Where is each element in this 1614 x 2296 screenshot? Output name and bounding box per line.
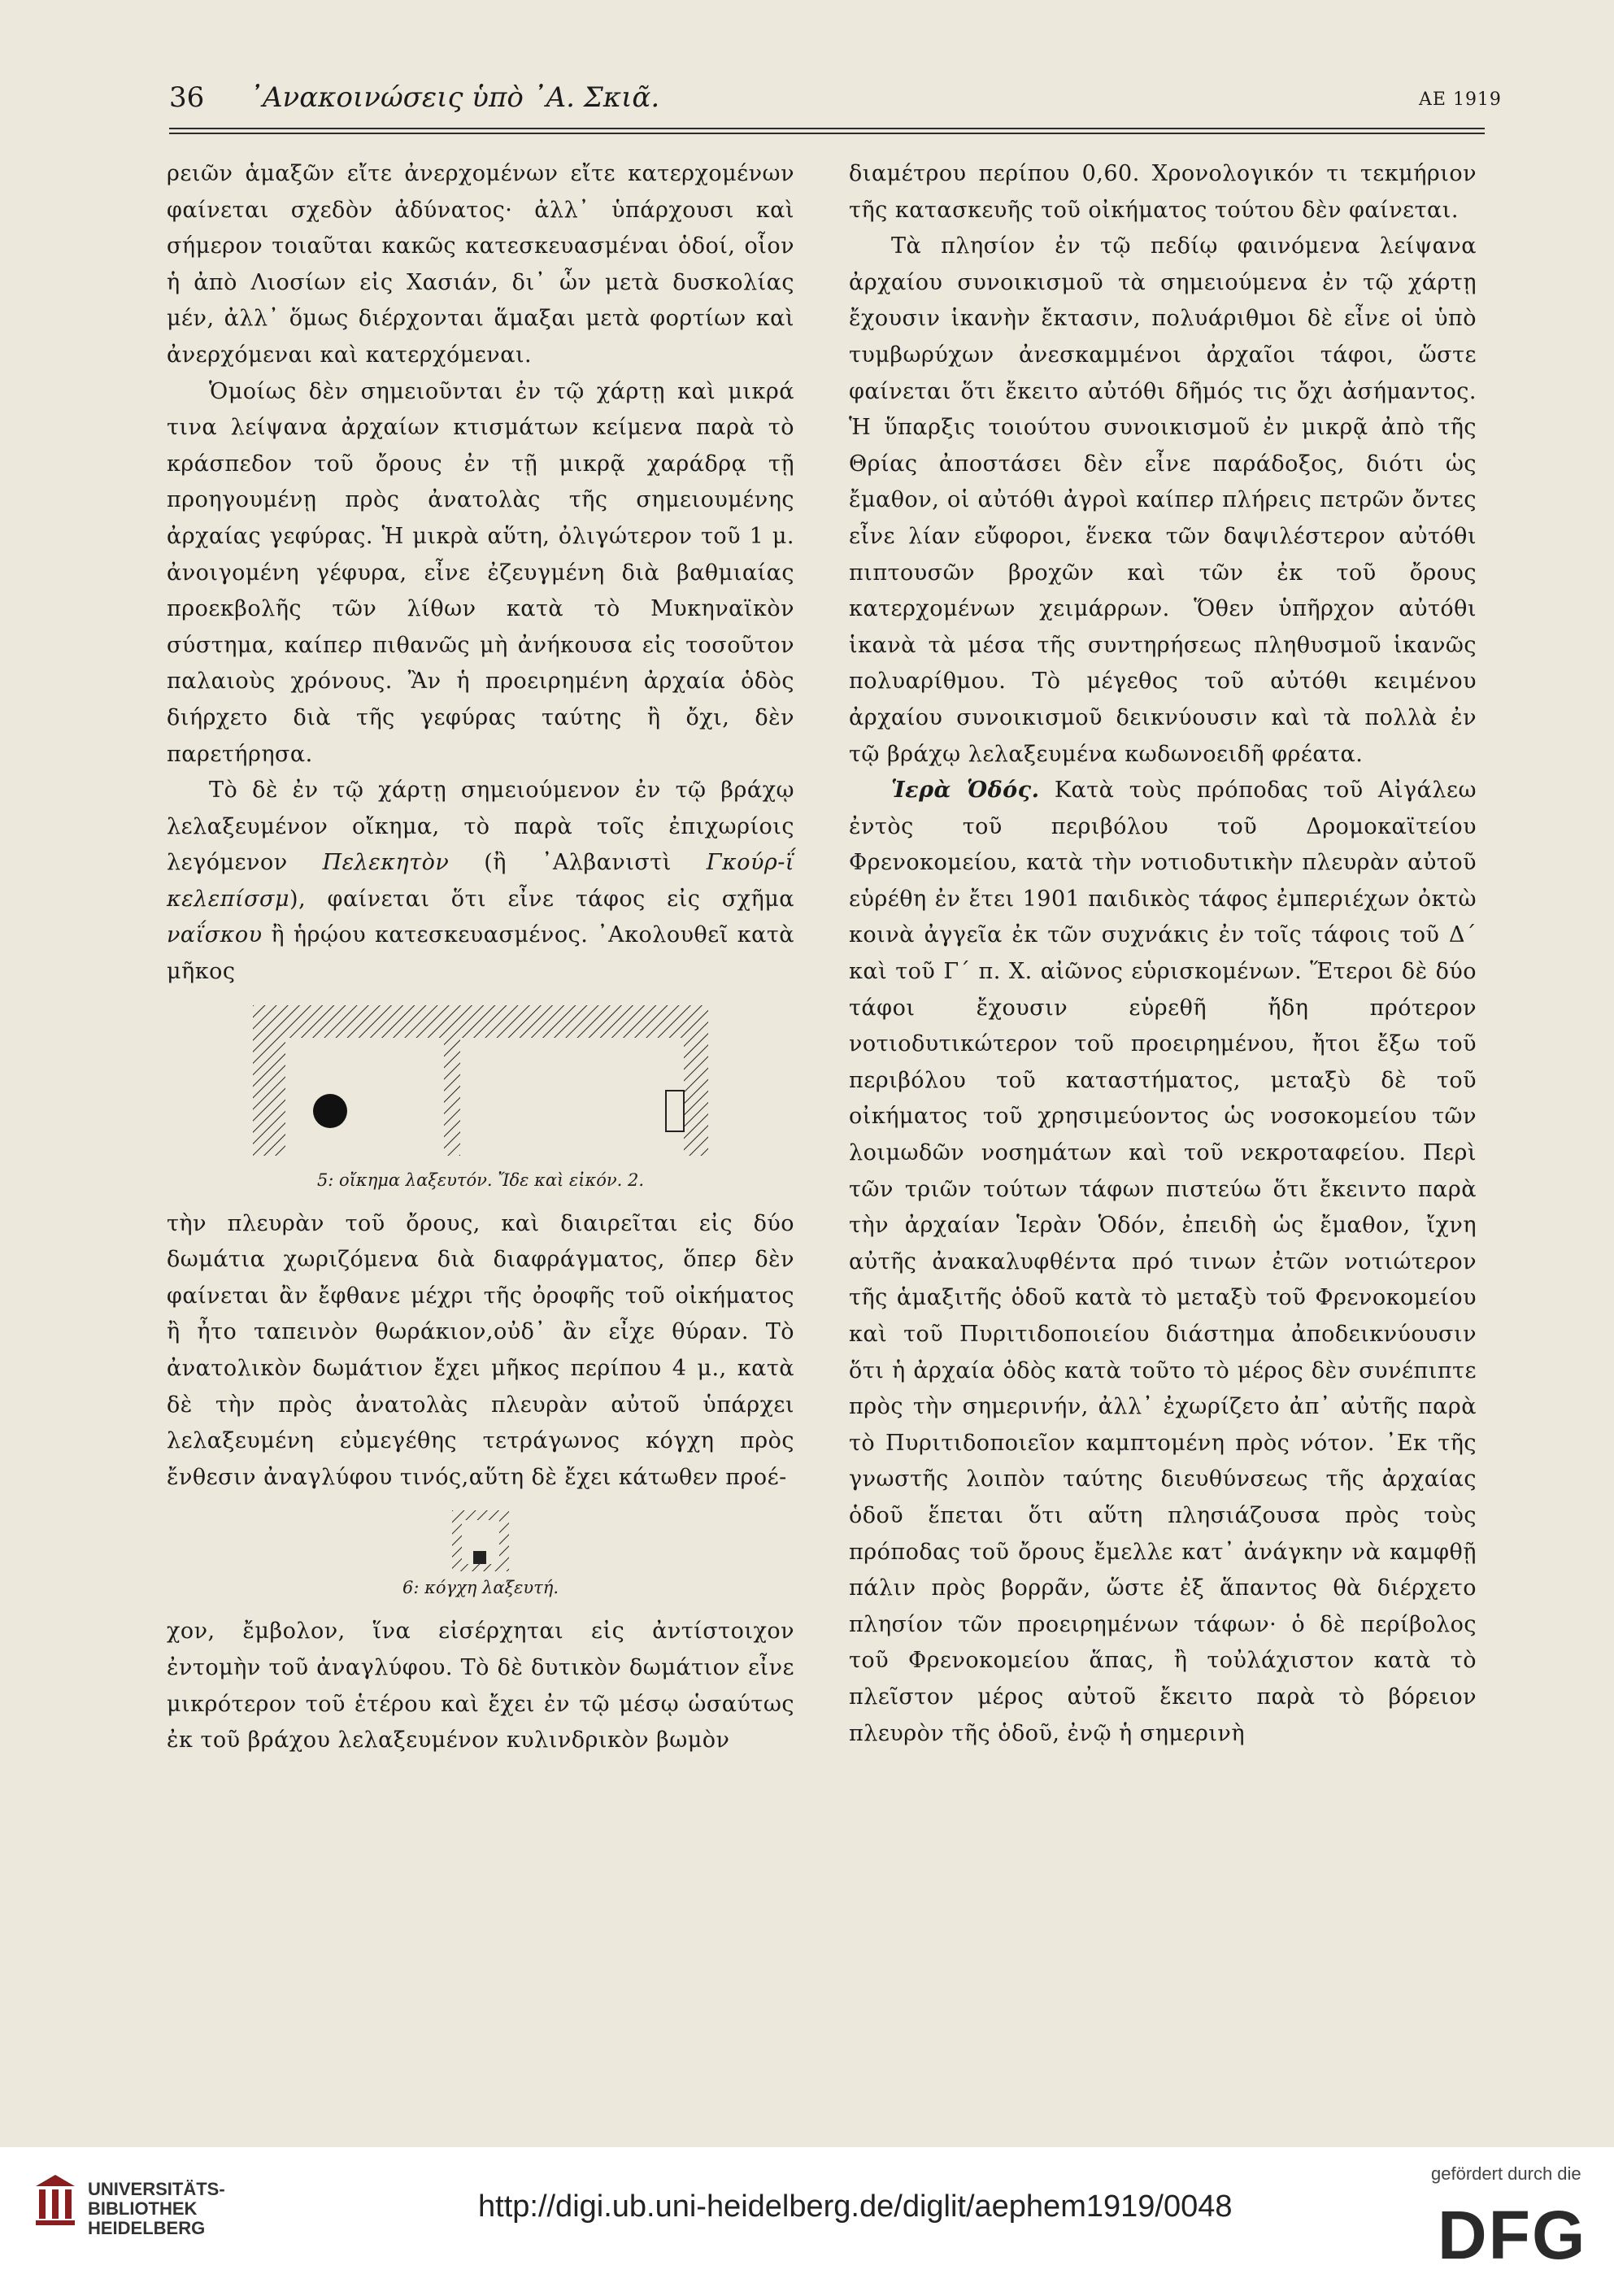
text-run: ἢ ἡρῴου κατεσκευασμένος. ᾿Ακολουθεῖ κατὰ μῆκος <box>167 922 794 985</box>
journal-label: ΑΕ 1919 <box>1419 89 1502 110</box>
paragraph: Τὰ πλησίον ἐν τῷ πεδίῳ φαινόμενα λείψανα ἀρχαίου συνοικισμοῦ τὰ σημειούμενα ἐν τῷ χάρτῃ ἔχουσιν ἱκανὴν ἔκτασιν, πολυάριθμοι δὲ εἶνε οἱ ὑπὸ τυμβωρύχων ἀνεσκαμμένοι ἀρχαῖοι τάφοι, ὥστε φαίνεται ὅτι ἔκειτο αὐτόθι δῆμός τις ὄχι ἀσήμαντος. Ἡ ὕπαρξις τοιούτου συνοικισμοῦ ἐν μικρᾷ ἀπὸ τῆς Θρίας ἀποστάσει δὲν εἶνε παράδοξος, διότι ὡς ἔμαθον, οἱ αὐτόθι ἀγροὶ καίπερ πλήρεις πετρῶν ὄντες εἶνε λίαν εὔφοροι, ἕνεκα τῶν δαψιλέστερον αὐτόθι πιπτουσῶν βροχῶν καὶ τῶν ἐκ τοῦ ὄρους κατερχομένων χειμάρρων. Ὅθεν ὑπῆρχον αὐτόθι ἱκανὰ τὰ μέσα τῆς συντηρήσεως πληθυσμοῦ ἱκανῶς πολυαρίθμου. Τὸ μέγεθος τοῦ αὐτόθι κειμένου ἀρχαίου συνοικισμοῦ δεικνύουσιν καὶ τὰ πολλὰ ἐν τῷ βράχῳ λελαξευμένα κωδωνοειδῆ φρέατα. <box>849 233 1477 767</box>
figure-6 <box>167 1510 794 1597</box>
header-rule <box>169 133 1485 134</box>
text-run: Τὸ δὲ ἐν τῷ χάρτῃ σημειούμενον ἐν τῷ βράχῳ λελαξευμένον οἴκημα, τὸ παρὰ τοῖς ἐπιχωρίοις λεγόμενον <box>167 778 794 876</box>
figure-5 <box>167 1005 794 1190</box>
paragraph: χον, ἔμβολον, ἵνα εἰσέρχηται εἰς ἀντίστοιχον ἐντομὴν τοῦ ἀναγλύφου. Τὸ δὲ δυτικὸν δωμάτιον εἶνε μικρότερον τοῦ ἑτέρου καὶ ἔχει ἐν τῷ μέσῳ ὡσαύτως ἐκ τοῦ βράχου λελαξευμένον κυλινδρικὸν βωμὸν <box>167 1619 794 1754</box>
library-name: UNIVERSITÄTS- BIBLIOTHEK HEIDELBERG <box>88 2179 225 2238</box>
right-column <box>849 156 1477 1752</box>
place-name-albanian: Γκούρ-ΐ κελεπίσσμ <box>167 850 794 912</box>
niche-drawing <box>452 1510 509 1571</box>
niche-mark <box>666 1091 684 1131</box>
text-run: ), φαίνεται ὅτι εἶνε τάφος εἰς σχῆμα <box>289 886 794 912</box>
term: ναΐσκου <box>167 922 263 948</box>
paragraph <box>849 773 1477 1752</box>
place-name: Πελεκητὸν <box>322 850 450 876</box>
text-run: (ἢ ᾿Αλβανιστὶ <box>484 850 672 876</box>
west-room <box>285 1038 444 1164</box>
left-column <box>167 156 794 1759</box>
page-number: 36 <box>169 81 205 114</box>
university-library-logo-icon <box>33 2172 78 2228</box>
figure-caption: 6: κόγχη λαξευτή. <box>402 1578 559 1598</box>
dfg-logo: DFG <box>1438 2197 1587 2273</box>
figure-caption: 5: οἴκημα λαξευτόν. Ἴδε καὶ εἰκόν. 2. <box>316 1170 645 1190</box>
paragraph: Ὁμοίως δὲν σημειοῦνται ἐν τῷ χάρτῃ καὶ μικρά τινα λείψανα ἀρχαίων κτισμάτων κείμενα παρὰ τὸ κράσπεδον τοῦ ὄρους ἐν τῇ μικρᾷ χαράδρᾳ τῇ προηγουμένῃ πρὸς ἀνατολὰς τῆς σημειουμένης ἀρχαίας γεφύρας. Ἡ μικρὰ αὕτη, ὀλιγώτερον τοῦ 1 μ. ἀνοιγομένη γέφυρα, εἶνε ἐζευγμένη διὰ βαθμιαίας προεκβολῆς τῶν λίθων κατὰ τὸ Μυκηναϊκὸν σύστημα, καίπερ πιθανῶς μὴ ἀνήκουσα εἰς τοσοῦτον παλαιοὺς χρόνους. Ἂν ἡ προειρημένη ἀρχαία ὁδὸς διήρχετο διὰ τῆς γεφύρας ταύτης ἢ ὄχι, δὲν παρετήρησα. <box>167 378 794 767</box>
text-run: Κατὰ τοὺς πρόποδας τοῦ Αἰγάλεω ἐντὸς τοῦ περιβόλου τοῦ Δρομοκαϊτείου Φρενοκομείου, κατὰ τὴν νοτιοδυτικὴν πλευρὰν αὐτοῦ εὑρέθη ἐν ἔτει 1901 παιδικὸς τάφος ἐμπεριέχων ὀκτὼ κοινὰ ἀγγεῖα ἐκ τῶν συχνάκις ἐν τοῖς τάφοις τοῦ Δ´ καὶ τοῦ Γ´ π. Χ. αἰῶνος εὑρισκομένων. Ἕτεροι δὲ δύο τάφοι ἔχουσιν εὑρεθῆ ἤδη πρότερον νοτιοδυτικώτερον τοῦ προειρημένου, ἤτοι ἔξω τοῦ περιβόλου τοῦ καταστήματος, μεταξὺ δὲ τοῦ οἰκήματος τοῦ χρησιμεύοντος ὡς νοσοκομείου τῶν λοιμωδῶν νοσημάτων καὶ τοῦ νεκροταφείου. Περὶ τῶν τριῶν τούτων τάφων πιστεύω ὅτι ἔκειντο παρὰ τὴν ἀρχαίαν Ἱερὰν Ὁδόν, ἐπειδὴ ὡς ἔμαθον, ἴχνη αὐτῆς ἀνακαλυφθέντα πρό τινων ἐτῶν νοτιώτερον τῆς ἁμαξιτῆς ὁδοῦ κατὰ τὸ μεταξὺ τοῦ Φρενοκομείου καὶ τοῦ Πυριτιδοποιείου διάστημα ἀποδεικνύουσιν ὅτι ἡ ἀρχαία ὁδὸς κατὰ τοῦτο τὸ μέρος δὲν συνέπιπτε πρὸς τὴν σημερινήν, ἀλλ᾿ ἐχωρίζετο ἀπ᾿ αὐτῆς παρὰ τὸ Πυριτιδοποιεῖον καμπτομένη πρὸς νότον. ᾿Εκ τῆς γνωστῆς λοιπὸν ταύτης διευθύνσεως τῆς ἀρχαίας ὁδοῦ ἕπεται ὅτι αὕτη πλησιάζουσα πρὸς τοὺς πρόποδας τοῦ ὄρους ἔμελλε κατ᾿ ἀνάγκην νὰ καμφθῇ πάλιν πρὸς βορρᾶν, ὥστε ἐξ ἅπαντος θὰ διέρχετο πλησίον τῶν προειρημένων τάφων· ὁ δὲ περίβολος τοῦ Φρενοκομείου ἅπας, ἢ τοὐλάχιστον κατὰ τὸ πλεῖστον μέρος αὐτοῦ ἔκειτο παρὰ τὸ βόρειον πλευρὸν τῆς ὁδοῦ, ἐνῷ ἡ σημερινὴ <box>849 778 1477 1746</box>
east-room <box>460 1038 684 1164</box>
header-rule <box>169 128 1485 129</box>
funded-by-label: gefördert durch die <box>1431 2163 1581 2184</box>
section-heading: Ἱερὰ Ὁδός. <box>891 778 1040 804</box>
paragraph: ρειῶν ἁμαξῶν εἴτε ἀνερχομένων εἴτε κατερχομένων φαίνεται σχεδὸν ἀδύνατος· ἀλλ᾿ ὑπάρχουσι καὶ σήμερον τοιαῦται κακῶς κατεσκευασμέναι ὁδοί, οἷον ἡ ἀπὸ Λιοσίων εἰς Χασιάν, δι᾿ ὧν μετὰ δυσκολίας μέν, ἀλλ᾿ ὅμως διέρχονται ἅμαξαι μετὰ φορτίων καὶ ἀνερχόμεναι καὶ κατερχόμεναι. <box>167 161 794 368</box>
paragraph <box>167 773 794 991</box>
running-title: ᾿Ανακοινώσεις ὑπὸ ᾿Α. Σκιᾶ. <box>249 81 660 114</box>
paragraph: διαμέτρου περίπου 0,60. Χρονολογικόν τι τεκμήριον τῆς κατασκευῆς τοῦ οἰκήματος τούτου δὲν φαίνεται. <box>849 161 1477 223</box>
cylindrical-altar <box>313 1094 347 1128</box>
source-url[interactable]: http://digi.ub.uni-heidelberg.de/diglit/aephem1919/0048 <box>478 2189 1233 2224</box>
paragraph: τὴν πλευρὰν τοῦ ὄρους, καὶ διαιρεῖται εἰς δύο δωμάτια χωριζόμενα διὰ διαφράγματος, ὅπερ δὲν φαίνεται ἂν ἔφθανε μέχρι τῆς ὀροφῆς τοῦ οἰκήματος ἢ ἦτο ταπεινὸν θωράκιον,οὐδ᾿ ἂν εἶχε θύραν. Τὸ ἀνατολικὸν δωμάτιον ἔχει μῆκος περίπου 4 μ., κατὰ δὲ τὴν πρὸς ἀνατολὰς πλευρὰν αὐτοῦ ὑπάρχει λελαξευμένη εὐμεγέθης τετράγωνος κόγχη πρὸς ἔνθεσιν ἀναγλύφου τινός,αὕτη δὲ ἔχει κάτωθεν προέ- <box>167 1210 794 1490</box>
rock-cut-chamber-plan <box>253 1005 708 1164</box>
